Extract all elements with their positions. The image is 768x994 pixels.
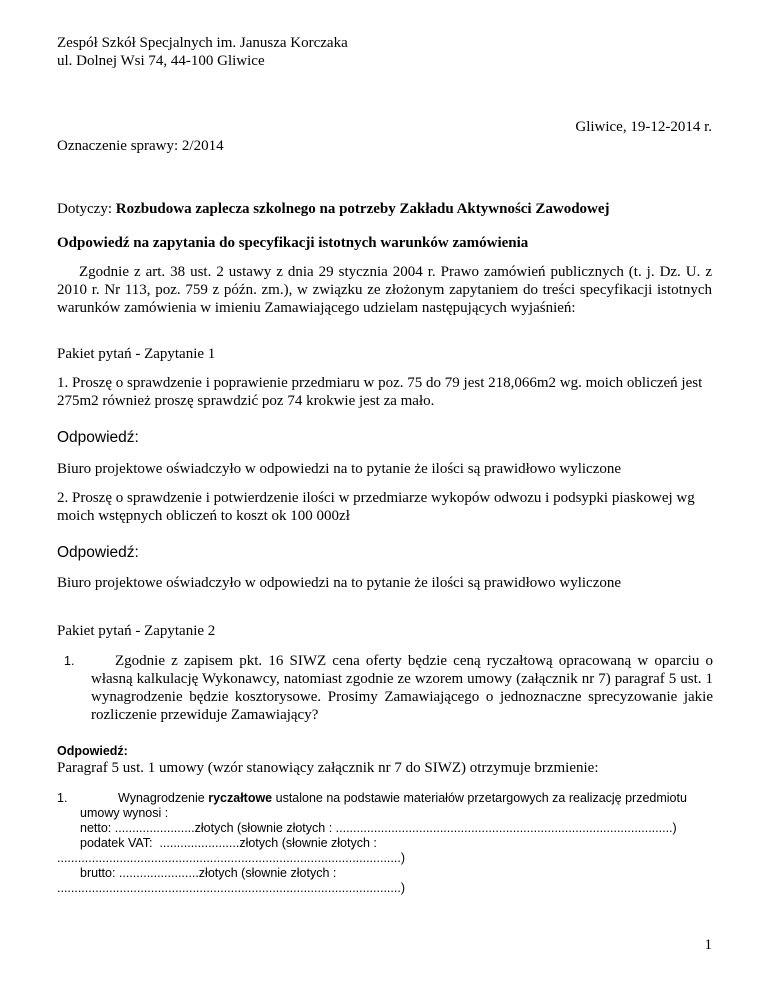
page-number: 1: [704, 937, 712, 953]
clause-vat-continuation: ...................................................................................................): [57, 851, 405, 865]
intro-paragraph: Zgodnie z art. 38 ust. 2 ustawy z dnia 29 stycznia 2004 r. Prawo zamówień publicznych (t. j. Dz. U. z 2010 r. Nr 113, poz. 759 z późn. zm.), w związku ze złożonym zapytaniem do treści specyfikacji istotnych warunków zamówienia w imieniu Zamawiającego udzielam następujących wyjaśnień:: [57, 264, 712, 316]
package1-title: Pakiet pytań - Zapytanie 1: [57, 346, 216, 362]
package2-question-1: Zgodnie z zapisem pkt. 16 SIWZ cena oferty będzie ceną ryczałtową opracowaną w oparciu o własną kalkulację Wykonawcy, natomiast zgodnie ze wzorem umowy (załącznik nr 7) paragraf 5 ust. 1 wynagrodzenie będzie kosztorysowe. Prosimy Zamawiającego o jednoznaczne sprecyzowanie jakie rozliczenie przewiduje Zamawiający?: [91, 653, 713, 723]
package2-answer-1: Paragraf 5 ust. 1 umowy (wzór stanowiący załącznik nr 7 do SIWZ) otrzymuje brzmienie:: [57, 760, 599, 776]
school-name: Zespół Szkół Specjalnych im. Janusza Korczaka: [57, 35, 348, 51]
package1-answer-2-label: Odpowiedź:: [57, 544, 139, 561]
subject-line: [57, 200, 712, 218]
school-address: ul. Dolnej Wsi 74, 44-100 Gliwice: [57, 53, 265, 69]
package1-question-1: 1. Proszę o sprawdzenie i poprawienie przedmiaru w poz. 75 do 79 jest 218,066m2 wg. moich obliczeń jest 275m2 również proszę sprawdzić poz 74 krokwie jest za mało.: [57, 375, 703, 409]
clause-vat: podatek VAT: .......................złotych (słownie złotych :: [80, 836, 377, 850]
package2-title: Pakiet pytań - Zapytanie 2: [57, 623, 216, 639]
case-number: Oznaczenie sprawy: 2/2014: [57, 138, 224, 154]
package1-answer-1-label: Odpowiedź:: [57, 429, 139, 446]
package2-answer-1-label: Odpowiedź:: [57, 744, 128, 758]
clause-brutto-continuation: ...................................................................................................): [57, 881, 405, 895]
clause-text-bold: ryczałtowe: [208, 791, 273, 805]
clause-text: [80, 791, 712, 821]
clause-number: 1.: [57, 791, 68, 805]
document-date: Gliwice, 19-12-2014 r.: [575, 119, 712, 135]
package1-answer-1: Biuro projektowe oświadczyło w odpowiedzi na to pytanie że ilości są prawidłowo wyliczone: [57, 461, 622, 477]
clause-brutto: brutto: .......................złotych (słownie złotych :: [80, 866, 337, 880]
package1-question-2: 2. Proszę o sprawdzenie i potwierdzenie ilości w przedmiarze wykopów odwozu i podsypki piaskowej wg moich wstępnych obliczeń to koszt ok 100 000zł: [57, 490, 695, 524]
package1-answer-2: Biuro projektowe oświadczyło w odpowiedzi na to pytanie że ilości są prawidłowo wyliczone: [57, 575, 622, 591]
subject-title: Rozbudowa zaplecza szkolnego na potrzeby Zakładu Aktywności Zawodowej: [115, 201, 610, 217]
clause-text-before: Wynagrodzenie: [118, 791, 209, 805]
clause-netto: netto: .......................złotych (słownie złotych : .................................................................................................): [80, 821, 677, 835]
subject-label: Dotyczy:: [57, 201, 116, 217]
package2-question-number: 1.: [64, 654, 75, 668]
clause-text-after: ustalone na podstawie materiałów przetargowych za realizację przedmiotu umowy wynosi :: [80, 791, 687, 820]
document-heading: Odpowiedź na zapytania do specyfikacji istotnych warunków zamówienia: [57, 235, 529, 251]
